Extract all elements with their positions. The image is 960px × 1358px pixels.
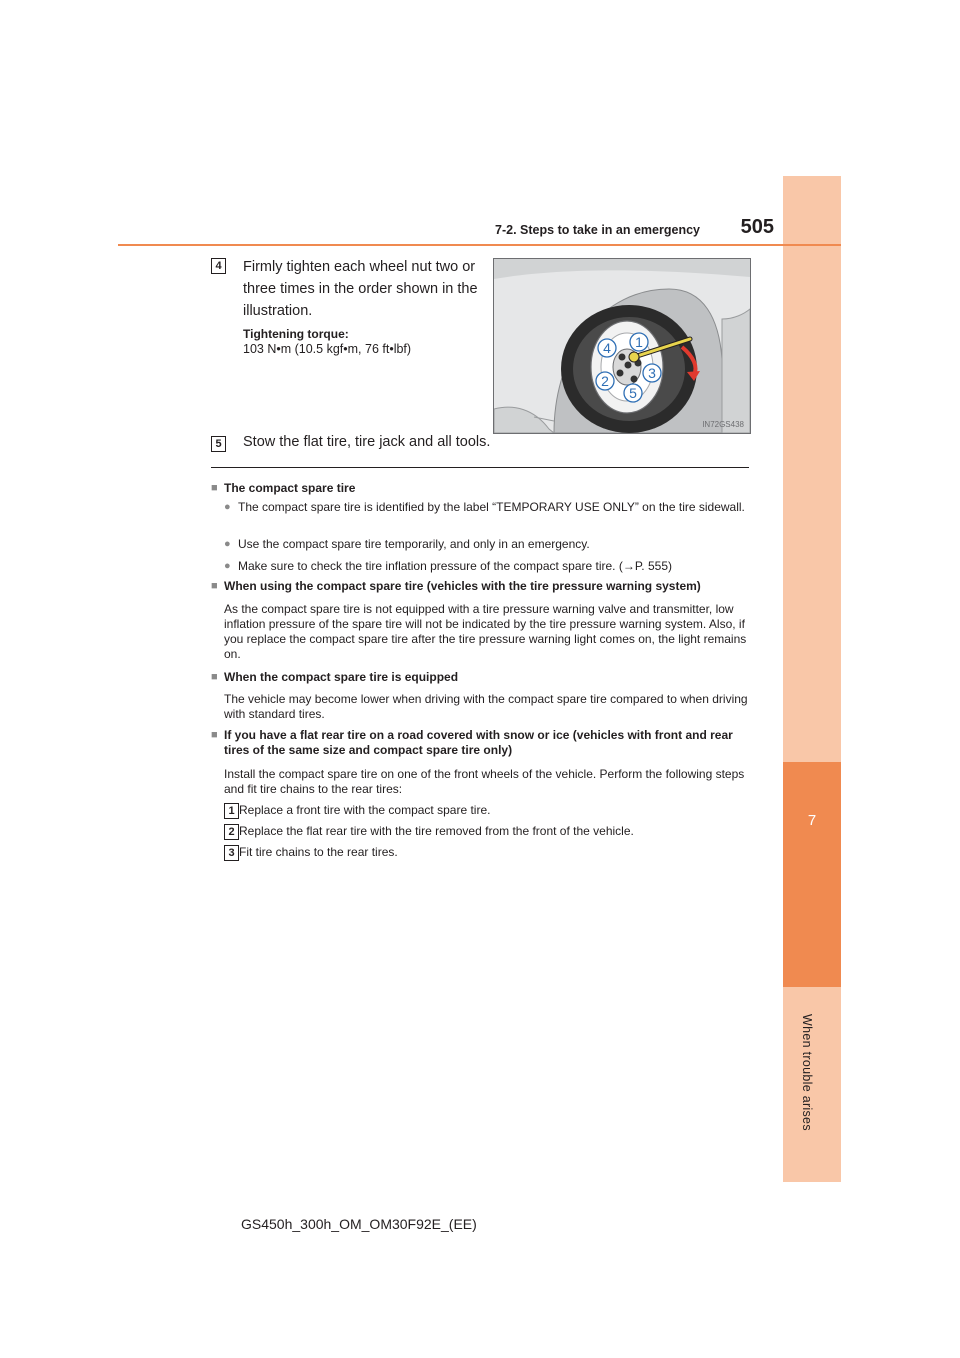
footer-model-code: GS450h_300h_OM_OM30F92E_(EE) bbox=[241, 1216, 477, 1232]
wheel-nut-tightening-illustration bbox=[493, 258, 751, 434]
step-number-4: 4 bbox=[211, 258, 226, 274]
round-bullet-icon: ● bbox=[224, 501, 231, 513]
note-compact-spare-bullet-1: The compact spare tire is identified by the label “TEMPORARY USE ONLY” on the tire sidewall. bbox=[238, 500, 745, 514]
step-number-5: 5 bbox=[211, 436, 226, 452]
round-bullet-icon: ● bbox=[224, 560, 231, 572]
sub-step-number-1: 1 bbox=[224, 803, 239, 819]
chapter-title: When trouble arises bbox=[800, 1014, 814, 1131]
step-5-text: Stow the flat tire, tire jack and all tools. bbox=[243, 434, 491, 450]
chapter-side-tab bbox=[783, 176, 841, 1182]
sub-step-1-text: Replace a front tire with the compact spare tire. bbox=[239, 803, 491, 817]
section-divider bbox=[211, 467, 749, 468]
torque-value: 103 N•m (10.5 kgf•m, 76 ft•lbf) bbox=[243, 342, 412, 356]
round-bullet-icon: ● bbox=[224, 538, 231, 550]
torque-label: Tightening torque: bbox=[243, 327, 349, 341]
step-4-text: Firmly tighten each wheel nut two or three times in the order shown in the illustration. bbox=[243, 259, 478, 319]
order-label-1-text: 1 bbox=[635, 334, 643, 350]
sub-step-number-3: 3 bbox=[224, 845, 239, 861]
wheel-illustration-svg bbox=[494, 259, 750, 433]
note-equipped-body: The vehicle may become lower when driving with the compact spare tire compared to when driving with standard tires. bbox=[224, 692, 748, 721]
sub-step-number-2: 2 bbox=[224, 824, 239, 840]
order-label-4-text: 4 bbox=[603, 340, 611, 356]
note-snow-body: Install the compact spare tire on one of the front wheels of the vehicle. Perform the following steps and fit tire chains to the rear tires: bbox=[224, 767, 745, 796]
chapter-number-box bbox=[783, 762, 841, 987]
note-compact-spare-bullet-3: Make sure to check the tire inflation pressure of the compact spare tire. (→P. 555) bbox=[238, 559, 672, 573]
note-compact-spare-bullet-2: Use the compact spare tire temporarily, and only in an emergency. bbox=[238, 537, 590, 551]
square-bullet-icon: ■ bbox=[211, 729, 218, 741]
note-compact-spare-title: The compact spare tire bbox=[224, 481, 356, 495]
note-snow-title: If you have a flat rear tire on a road covered with snow or ice (vehicles with front and rear tires of the same size and compact spare tire only) bbox=[224, 728, 733, 757]
order-label-2-text: 2 bbox=[601, 373, 609, 389]
note-tpws-body: As the compact spare tire is not equipped with a tire pressure warning valve and transmitter, low inflation pressure of the spare tire will not be indicated by the tire pressure warning system. Also, if you replace the compact spare tire after the tire pressure warning light comes on, the light remains on. bbox=[224, 602, 747, 661]
sub-step-2-text: Replace the flat rear tire with the tire removed from the front of the vehicle. bbox=[239, 824, 634, 838]
page-number: 505 bbox=[740, 216, 774, 238]
order-label-3-text: 3 bbox=[648, 365, 656, 381]
sub-step-3-text: Fit tire chains to the rear tires. bbox=[239, 845, 398, 859]
square-bullet-icon: ■ bbox=[211, 580, 218, 592]
header-rule bbox=[118, 244, 841, 246]
illustration-code: IN72GS438 bbox=[702, 420, 744, 429]
note-tpws-title: When using the compact spare tire (vehicles with the tire pressure warning system) bbox=[224, 579, 701, 593]
chapter-number: 7 bbox=[807, 812, 817, 829]
square-bullet-icon: ■ bbox=[211, 482, 218, 494]
section-title: 7-2. Steps to take in an emergency bbox=[495, 223, 700, 237]
square-bullet-icon: ■ bbox=[211, 671, 218, 683]
order-label-5-text: 5 bbox=[629, 385, 637, 401]
note-equipped-title: When the compact spare tire is equipped bbox=[224, 670, 459, 684]
